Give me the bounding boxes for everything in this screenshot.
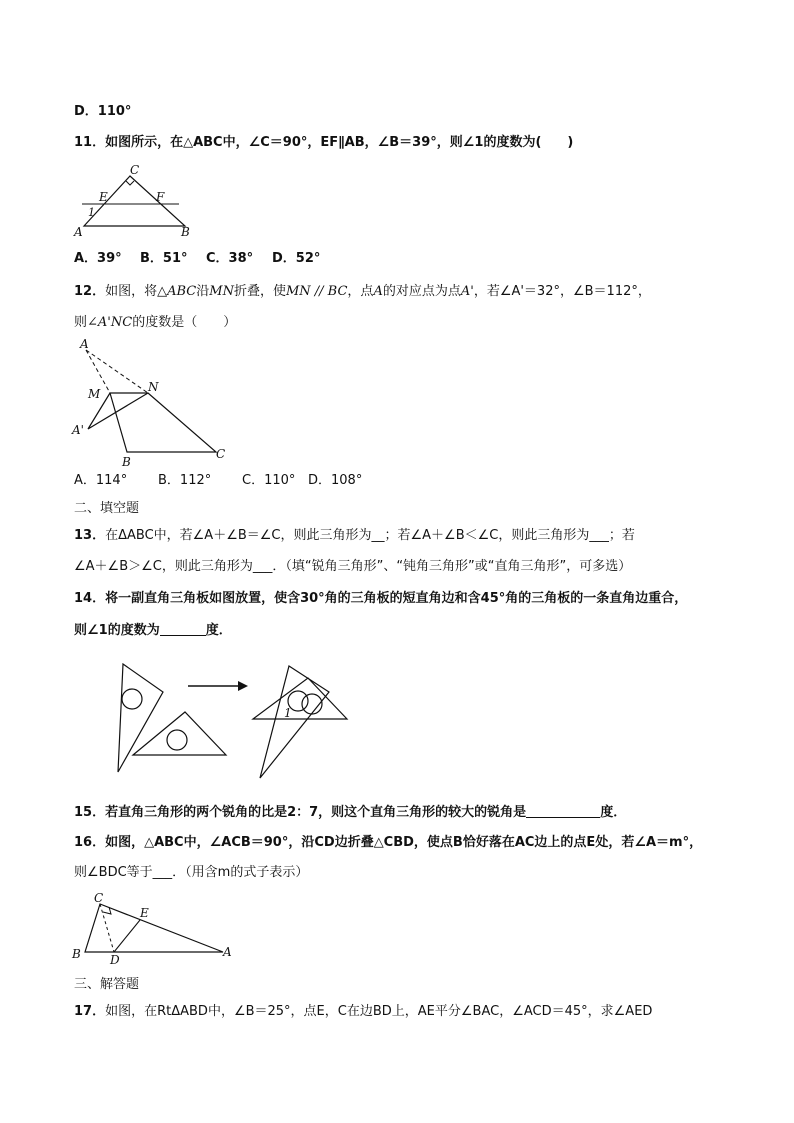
q13-stem-line1 [74,527,635,545]
q12-label-a-prime: A' [72,423,84,437]
q12-figure [70,336,240,471]
q12-stem-line2 [74,314,236,332]
q12-parallel: MN // BC [285,284,348,299]
q15-stem [74,804,626,822]
q16-label-e: E [140,906,149,920]
q12-label-c: C [216,447,226,461]
q12-text: ，点 [347,284,374,299]
q12-point-a: A [373,284,383,299]
q12-label-a: A [80,337,89,351]
q12-label-n: N [148,380,159,394]
q14-number: 14． [74,591,106,606]
q16-text: 如图，△ABC中，∠ACB＝90°，沿CD边折叠△CBD，使点B恰好落在AC边上的点E处，若∠A＝m°， [105,835,703,850]
q12-text: 的对应点为点 [382,284,461,299]
q16-number: 16． [74,835,106,850]
q12-option-a: A．114° [74,473,128,488]
q12-point-a-prime: A' [460,284,474,299]
q12-option-d: D．108° [308,473,363,488]
q16-label-a: A [223,945,232,959]
q12-option-b: B．112° [158,473,212,488]
q11-label-e: E [99,190,108,204]
q11-stem [74,134,573,152]
q14-text: 度． [205,623,232,638]
q11-figure [74,160,194,240]
section-solve-heading: 三、解答题 [74,977,140,992]
q13-number: 13． [74,528,106,543]
q12-mn: MN [209,284,234,299]
q11-label-c: C [130,163,140,177]
q11-number: 11． [74,135,106,150]
q12-text: 沿 [196,284,210,299]
q12-text: ，若∠A'＝32°，∠B＝112°， [473,284,651,299]
q16-stem-line2: 则∠BDC等于___．（用含m的式子表示） [74,865,309,880]
q11-option-c: C．38° [206,251,254,266]
q12-text: 的度数是（ ） [132,315,237,330]
q14-text: 将一副直角三角板如图放置，使含30°角的三角板的短直角边和含45°角的三角板的一条直角边重合， [105,591,688,606]
q12-angle: ∠A'NC [87,315,133,330]
q13-stem-line2: ∠A＋∠B＞∠C，则此三角形为___．（填“锐角三角形”、“钝角三角形”或“直角三角形”，可多选） [74,559,632,574]
q11-text: 如图所示，在△ABC中，∠C＝90°，EF∥AB，∠B＝39°，则∠1的度数为( ) [105,135,574,150]
q16-figure [70,890,240,970]
q13-text: 在ΔABC中，若∠A＋∠B＝∠C，则此三角形为__；若∠A＋∠B＜∠C，则此三角形为___；若 [105,528,635,543]
q15-text: 度． [600,805,627,820]
q11-option-b: B．51° [140,251,188,266]
q14-stem-line1 [74,590,687,608]
q12-text: 如图，将 [105,284,158,299]
q15-text: 若直角三角形的两个锐角的比是2：7，则这个直角三角形的较大的锐角是 [105,805,527,820]
q11-label-f: F [156,190,165,204]
q11-label-a: A [74,225,83,239]
q11-option-a: A．39° [74,251,122,266]
q14-text: 则∠1的度数为 [74,623,160,638]
q11-options [74,250,320,268]
q12-triangle: △ABC [157,284,197,299]
q12-number: 12． [74,284,106,299]
q16-label-d: D [110,953,120,967]
q15-number: 15． [74,805,106,820]
q17-text: 如图，在RtΔABD中，∠B＝25°，点E，C在边BD上，AE平分∠BAC，∠ACD＝45°，求∠AED [105,1004,653,1019]
q11-label-1: 1 [88,206,95,219]
q17-number: 17． [74,1004,106,1019]
q12-label-m: M [88,387,101,401]
q12-options [74,472,362,490]
q14-label-1: 1 [284,706,292,720]
q14-answer-blank[interactable] [160,622,206,636]
q12-text: 则 [74,315,88,330]
q10-option-d: D．110° [74,104,132,119]
q11-label-b: B [181,225,190,239]
q12-option-c: C．110° [242,473,296,488]
q16-label-b: B [72,947,81,961]
q12-label-b: B [122,455,131,469]
q14-stem-line2 [74,622,232,640]
q16-label-c: C [94,891,104,905]
q14-figure [116,662,356,782]
section-fill-in-heading: 二、填空题 [74,501,140,516]
q12-stem-line1 [74,283,651,301]
q17-stem-line1 [74,1003,652,1021]
q12-text: 折叠，使 [233,284,286,299]
q11-option-d: D．52° [272,251,321,266]
q15-answer-blank[interactable] [526,804,600,818]
q16-stem-line1 [74,834,702,852]
